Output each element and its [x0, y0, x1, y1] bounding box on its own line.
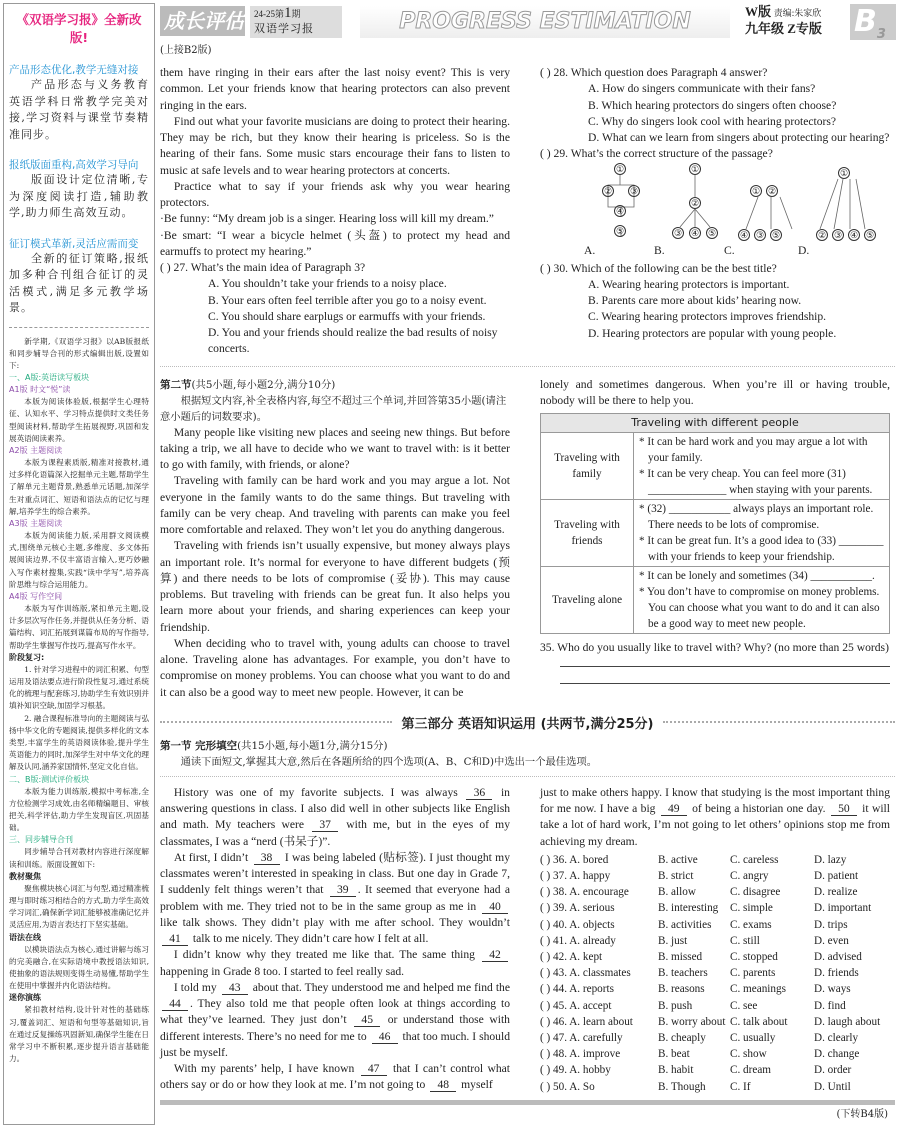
structure-node-3: ③ — [673, 227, 683, 238]
promo-text: 全新的征订策略,报纸加多种合刊组合征订的灵活模式,满足多元教学场景。 — [9, 251, 149, 314]
part3-sub — [160, 738, 895, 770]
option-b[interactable]: B. teachers — [658, 967, 708, 980]
option-row — [540, 917, 895, 933]
option-a[interactable]: ( ) 49. A. hobby — [540, 1064, 611, 1077]
option: D. What can we learn from singers about protecting our hearing? — [588, 131, 890, 144]
main-content — [160, 43, 895, 1095]
option-c[interactable]: C. still — [730, 934, 760, 947]
promo-text: 版面设计定位清晰,专为深度阅读打造,辅助教学,助力师生高效互动。 — [9, 173, 149, 219]
blank-49[interactable]: 49 — [661, 802, 687, 816]
structure-diagrams — [540, 163, 895, 261]
part1-section — [160, 65, 895, 358]
question-text: ( ) 27. What’s the main idea of Paragraph 3? — [160, 261, 366, 274]
a4-heading: A4版 写作空间 — [9, 591, 63, 601]
option-b[interactable]: B. strict — [658, 869, 694, 882]
option-c[interactable]: C. simple — [730, 902, 773, 915]
option-d[interactable]: D. ways — [814, 983, 851, 996]
structure-node-4: ④ — [615, 205, 625, 216]
question-text: ( ) 28. Which question does Paragraph 4 answer? — [540, 66, 768, 79]
option-c[interactable]: C. meanings — [730, 983, 786, 996]
sidebar-title: 《双语学习报》全新改版! — [16, 12, 142, 45]
paragraph: I told my 43 about that. They understood me and helped me find the 44 . They also told me that people often look at things according to what they’ve learned. They just don’t 45 or understand those with different interests. There’s no need for me to 46 that too much. I should just be myself. — [160, 980, 510, 1059]
option-b[interactable]: B. push — [658, 999, 693, 1012]
option-c[interactable]: C. careless — [730, 853, 779, 866]
a2-heading: A2版 主题阅读 — [9, 445, 63, 455]
paragraph: Find out what your favorite musicians are doing to protect their hearing. They may be rich, but they know their hearing is priceless. So is the hearing of their fans. Some music stars encourage their fans to listen to music at safe levels and to wear hearing protectors at concerts. — [160, 114, 510, 177]
structure-node-5: ⑤ — [615, 225, 625, 236]
blank-50[interactable]: 50 — [831, 802, 857, 816]
table-row — [541, 567, 890, 634]
part2-instructions: 根据短文内容,补全表格内容,每空不超过三个单词,并回答第35小题(请注意小题后的词数要求)。 — [160, 394, 507, 423]
question-35: 35. Who do you usually like to travel with? Why? (no more than 25 words) — [540, 641, 889, 654]
structure-node-2: ② — [603, 185, 613, 196]
option-a[interactable]: ( ) 45. A. accept — [540, 999, 612, 1012]
answer-line-1[interactable] — [560, 666, 890, 667]
promo-heading: 报纸版面重构,高效学习导向 — [9, 159, 139, 171]
option-label: A. — [584, 243, 596, 257]
option-label: C. — [724, 243, 735, 257]
row-content — [634, 433, 890, 500]
option: B. Your ears often feel terrible after you go to a noisy event. — [208, 293, 487, 307]
option-b[interactable]: B. allow — [658, 886, 696, 899]
paragraph: I didn’t know why they treated me like that. The same thing 42 happening in Grade 8 too. I started to feel really sad. — [160, 947, 510, 980]
blank-39[interactable]: 39 — [330, 883, 356, 897]
option: D. Hearing protectors are popular with young people. — [588, 326, 837, 340]
review-text-2: 2. 融合课程标准导向的主题阅读与弘扬中华文化的专题阅读,提供多样化的文本类型,丰富学生的英语阅读体验,提升学生英语能力的同时,加深学生对中华文化的理解及认同,涵养家国情怀,坚定文化自信。 — [9, 713, 149, 772]
structure-node-1: ① — [751, 185, 761, 196]
page-number-badge — [850, 4, 896, 40]
sidebar-promo — [3, 3, 155, 1125]
option-b[interactable]: B. just — [658, 934, 688, 947]
option-b[interactable]: B. active — [658, 853, 698, 866]
promo-block-1 — [9, 62, 149, 143]
paragraph: ·Be funny: “My dream job is a singer. Hearing loss will kill my dream.” — [160, 212, 494, 226]
option-a[interactable]: ( ) 38. A. encourage — [540, 886, 629, 899]
question-text: ( ) 30. Which of the following can be the best title? — [540, 261, 777, 275]
question-27 — [160, 260, 510, 358]
version-info — [745, 4, 822, 38]
option-d[interactable]: D. change — [814, 1048, 860, 1061]
option: D. You and your friends should realize the bad results of noisy concerts. — [208, 326, 498, 356]
option-d[interactable]: D. advised — [814, 950, 862, 963]
promo-block-3 — [9, 236, 149, 317]
table-row — [541, 433, 890, 500]
question-29 — [540, 146, 895, 260]
option-c[interactable]: C. If — [730, 1080, 751, 1093]
question-28 — [540, 65, 895, 146]
option-a[interactable]: ( ) 40. A. objects — [540, 918, 615, 931]
review-text-1: 1. 针对学习进程中的词汇积累、句型运用及语法要点进行阶段性复习,通过系统化的梳理与配套练习,协助学生有效识别并填补知识空缺,加固学习根基。 — [9, 664, 149, 711]
paragraph: With my parents’ help, I have known 47 that I can’t control what others say or do or how they look at me. I’m not going to 48 myself — [160, 1062, 510, 1092]
part3-header — [160, 713, 895, 732]
cloze-instructions: 通读下面短文,掌握其大意,然后在各题所给的四个选项(A、B、C和D)中选出一个最佳选项。 — [180, 755, 597, 768]
structure-node-3: ③ — [755, 229, 765, 240]
paragraph: them have ringing in their ears after the last noisy event? This is very common. Let your friends know that hearing protectors can also prevent ringing in the ears. — [160, 66, 510, 112]
paragraph: Practice what to say if your friends ask why you wear hearing protectors. — [160, 179, 510, 209]
option-row — [540, 933, 895, 949]
editor: 责编:朱家欣 — [773, 8, 822, 18]
part2-section — [160, 377, 895, 701]
cloze-options — [540, 852, 895, 1095]
row-item: * It can be hard work and you may argue a lot with your family. — [639, 436, 868, 464]
cloze-passage — [160, 785, 510, 1094]
divider — [160, 776, 895, 777]
option-b[interactable]: B. missed — [658, 950, 703, 963]
issue-year: 24-25第 — [254, 9, 284, 19]
paragraph: Many people like visiting new places and seeing new things. But before taking a trip, we all have to decide who we want to travel with: is it better to go with family, with friends, or alone? — [160, 425, 510, 471]
option-c[interactable]: C. angry — [730, 869, 769, 882]
issue-unit: 期 — [291, 9, 301, 19]
row-content — [634, 500, 890, 567]
option-row — [540, 852, 895, 868]
option-a[interactable]: ( ) 50. A. So — [540, 1080, 595, 1093]
section-c-heading: 三、同步辅导合刊 — [9, 835, 73, 845]
part3-title: 第三部分 英语知识运用 (共两节,满分25分) — [401, 716, 654, 732]
page-header — [160, 2, 898, 40]
paragraph: At first, I didn’t 38 I was being labeled (贴标签). I just thought my classmates weren’t interested in speaking in class. But one day in Grade 7, I suddenly felt things weren’t that 39 . It seemed that everyone had a problem with me. They tried not to be in the same group as me in 40 like talk shows. They didn’t play with me after school. They wouldn’t 41 talk to me nicely. They didn’t care how I felt at all. — [160, 850, 510, 945]
option: B. Which hearing protectors do singers often choose? — [588, 98, 837, 112]
structure-node-4: ④ — [739, 229, 749, 240]
option-row — [540, 965, 895, 981]
paragraph: Traveling with family can be hard work and you may argue a lot. Not everyone in the family wants to do the same things. But traveling with family can be very cheap. And traveling with parents can make you feel more comfortable and relaxed. They won’t let you do anything dangerous. — [160, 474, 510, 536]
c1-text: 聚焦模块核心词汇与句型,通过精准梳理与即时练习相结合的方式,助力学生高效学习词汇,确保新学词汇能够被准确记忆并灵活应用,为语言表达打下坚实基础。 — [9, 883, 149, 930]
option-row — [540, 949, 895, 965]
cloze-title: 第一节 完形填空 — [160, 739, 238, 752]
part2-passage — [160, 425, 510, 701]
option-c[interactable]: C. show — [730, 1048, 767, 1061]
cloze-section — [160, 785, 895, 1095]
travel-table — [540, 413, 890, 634]
option: A. Wearing hearing protectors is important. — [588, 277, 790, 291]
reading-passage-end — [160, 65, 510, 260]
issue-number: 1 — [284, 5, 292, 21]
a3-text: 本版为阅读能力版,采用群文阅读模式,围绕单元核心主题,多维度、多文体拓展阅读边界,不仅丰富语言输入,更巧妙融入写作素材搜集,实践“读中学写”,培养高阶思维与综合运用能力。 — [9, 530, 149, 589]
paragraph: just to make others happy. I know that studying is the most important thing for me now. I have a big 49 of being a historian one day. 50 it will take a lot of hard work, I’m not going to let others’ opinions stop me from achieving my dream. — [540, 785, 890, 848]
option-d[interactable]: D. even — [814, 934, 849, 947]
structure-node-2: ② — [817, 229, 827, 240]
c2-text: 以模块语法点为核心,通过讲解与练习的完美融合,在实际语境中教授语法知识,使抽象的语法规则变得生动易懂,帮助学生在使用中掌握并内化语法结构。 — [9, 944, 149, 991]
option-row — [540, 998, 895, 1014]
option-c[interactable]: C. talk about — [730, 1015, 788, 1028]
blank-43[interactable]: 43 — [222, 981, 248, 995]
option-d[interactable]: D. lazy — [814, 853, 847, 866]
blank-44[interactable]: 44 — [162, 997, 188, 1011]
structure-node-5: ⑤ — [707, 227, 717, 238]
paragraph: ·Be smart: “I wear a bicycle helmet (头盔) to protect my head and earmuffs to protect my hearing.” — [160, 228, 510, 258]
option-c[interactable]: C. parents — [730, 967, 776, 980]
structure-node-1: ① — [839, 167, 849, 178]
section-b-heading: 二、B版:测试评价板块 — [9, 774, 90, 784]
structure-node-3: ③ — [629, 185, 639, 196]
option: C. Why do singers look cool with hearing protectors? — [588, 114, 837, 128]
option-a[interactable]: ( ) 43. A. classmates — [540, 967, 631, 980]
option-b[interactable]: B. worry about — [658, 1015, 726, 1028]
a4-text: 本版为写作训练版,紧扣单元主题,设计多层次写作任务,并提供从任务分析、语篇结构、词汇拓展到谋篇布局的写作指导,帮助学生掌握写作技巧,提高写作水平。 — [9, 603, 149, 650]
option-row — [540, 868, 895, 884]
structure-node-1: ① — [690, 163, 700, 174]
blank-40[interactable]: 40 — [482, 900, 508, 914]
table-title: Traveling with different people — [541, 414, 890, 433]
option-d[interactable]: D. patient — [814, 869, 859, 882]
divider — [160, 366, 895, 367]
question-29-text: ( ) 29. What’s the correct structure of the passage? — [540, 147, 773, 161]
option-c[interactable]: C. dream — [730, 1064, 772, 1077]
structure-node-4: ④ — [849, 229, 859, 240]
a3-heading: A3版 主题阅读 — [9, 518, 63, 528]
blank-42[interactable]: 42 — [482, 948, 508, 962]
option-d[interactable]: D. Until — [814, 1080, 851, 1093]
option-a[interactable]: ( ) 39. A. serious — [540, 902, 615, 915]
option-a[interactable]: ( ) 48. A. improve — [540, 1048, 621, 1061]
option-c[interactable]: C. see — [730, 999, 758, 1012]
option-row — [540, 1014, 895, 1030]
option-b[interactable]: B. Though — [658, 1080, 706, 1093]
option-a[interactable]: ( ) 47. A. carefully — [540, 1031, 623, 1044]
blank-45[interactable]: 45 — [354, 1013, 380, 1027]
option-d[interactable]: D. realize — [814, 886, 858, 899]
option-row — [540, 1030, 895, 1046]
option-b[interactable]: B. beat — [658, 1048, 690, 1061]
review-heading: 阶段复习: — [9, 652, 45, 662]
option-row — [540, 1062, 895, 1078]
option-c[interactable]: C. exams — [730, 918, 772, 931]
structure-node-4: ④ — [690, 227, 700, 238]
footer-bar — [160, 1100, 895, 1105]
banner-title: PROGRESS ESTIMATION — [360, 6, 730, 38]
option-a[interactable]: ( ) 41. A. already — [540, 934, 616, 947]
option-a[interactable]: ( ) 44. A. reports — [540, 983, 614, 996]
grade-edition: 九年级 Z专版 — [745, 21, 822, 36]
row-label: Traveling with friends — [541, 500, 634, 567]
option-d[interactable]: D. trips — [814, 918, 848, 931]
blank-48[interactable]: 48 — [430, 1078, 456, 1092]
continued-to: (下转B4版) — [836, 1109, 888, 1120]
paragraph: History was one of my favorite subjects. I was always 36 in answering questions in class. I also did well in other subjects like English and math. My teachers were 37 with me, but in the eyes of my classmates, I was a “nerd (书呆子)”. — [160, 785, 510, 848]
c3-heading: 迷你演练 — [9, 993, 41, 1003]
option-a[interactable]: ( ) 42. A. kept — [540, 950, 603, 963]
option: C. You should share earplugs or earmuffs with your friends. — [208, 309, 486, 323]
blank-37[interactable]: 37 — [312, 818, 338, 832]
c1-heading: 教材聚焦 — [9, 871, 41, 881]
a2-text: 本版为课程素质版,精准对接教材,通过多样化语篇深入挖掘单元主题,帮助学生了解单元主题背景,熟悉单元话题,加深学生对重点词汇、短语和语法点的记忆与理解,培养学生的综合素养。 — [9, 457, 149, 516]
option-d[interactable]: D. find — [814, 999, 846, 1012]
option: A. You shouldn’t take your friends to a noisy place. — [208, 277, 447, 291]
option-b[interactable]: B. cheaply — [658, 1031, 706, 1044]
row-item: * It can be great fun. It’s a good idea to (33) ________ with your friends to keep your friendship. — [639, 535, 884, 563]
option-b[interactable]: B. interesting — [658, 902, 719, 915]
continued-from: (上接B2版) — [160, 45, 212, 56]
structure-node-2: ② — [690, 197, 700, 208]
b-text: 本版为能力训练版,模拟中考标准,全方位检测学习成效,由名师精编题目、审核把关,科学评估,助力学生发现盲区,巩固基础。 — [9, 786, 149, 833]
blank-46[interactable]: 46 — [372, 1030, 398, 1044]
structure-node-3: ③ — [833, 229, 843, 240]
issue-info — [250, 6, 342, 38]
option-label: D. — [798, 243, 810, 257]
option-b[interactable]: B. reasons — [658, 983, 705, 996]
option-c[interactable]: C. usually — [730, 1031, 776, 1044]
row-item: * It can be very cheap. You can feel more (31) ______________ when staying with your parents. — [639, 468, 873, 496]
row-item: * You don’t have to compromise on money problems. You can choose what you want to do and it can also be a good way to meet new people. — [639, 586, 880, 630]
intro-text: 新学期,《双语学习报》以AB版报纸和同步辅导合刊的形式编辑出版,设置如下: — [9, 336, 149, 370]
table-row — [541, 500, 890, 567]
version: W版 — [745, 4, 772, 19]
paragraph: Traveling with friends isn’t usually expensive, but money always plays an important role. It’s normal for everyone to have different budgets (预算) and there needs to be lots of compromise (妥协). This may cause problems. But traveling with friends can be great fun. It also helps you learn more about your friends, and sharing experiences can keep your friendship. — [160, 539, 510, 634]
part2-title: 第二节 — [160, 378, 192, 391]
structure-node-1: ① — [615, 163, 625, 174]
row-label: Traveling with family — [541, 433, 634, 500]
option-row — [540, 884, 895, 900]
option-d[interactable]: D. important — [814, 902, 872, 915]
option-b[interactable]: B. activities — [658, 918, 712, 931]
option-b[interactable]: B. habit — [658, 1064, 694, 1077]
page-letter: B — [854, 4, 877, 39]
option-a[interactable]: ( ) 36. A. bored — [540, 853, 609, 866]
option-a[interactable]: ( ) 37. A. happy — [540, 869, 611, 882]
option-d[interactable]: D. order — [814, 1064, 852, 1077]
option-c[interactable]: C. stopped — [730, 950, 778, 963]
row-content — [634, 567, 890, 634]
cloze-passage-cont — [540, 785, 890, 850]
row-item: * (32) ___________ always plays an important role. There needs to be lots of compromise. — [639, 503, 874, 531]
option: A. How do singers communicate with their fans? — [588, 82, 816, 96]
option-d[interactable]: D. friends — [814, 967, 859, 980]
promo-block-2 — [9, 157, 149, 222]
c-text: 同步辅导合刊对教材内容进行深度解读和训练。版面设置如下: — [9, 847, 149, 869]
structure-node-5: ⑤ — [865, 229, 875, 240]
option-row — [540, 981, 895, 997]
answer-line-2[interactable] — [560, 683, 890, 684]
blank-47[interactable]: 47 — [361, 1062, 387, 1076]
blank-36[interactable]: 36 — [466, 786, 492, 800]
c3-text: 紧扣教材结构,设计针对性的基础练习,覆盖词汇、短语和句型等基础知识,旨在通过反复操练巩固新知,确保学生能在日常学习中不断积累,逐步提升语言基础能力。 — [9, 1005, 149, 1064]
part2-passage-cont: lonely and sometimes dangerous. When you’re ill or having trouble, nobody will be there to help you. — [540, 377, 890, 407]
question-30 — [540, 261, 895, 342]
option: B. Parents care more about kids’ hearing now. — [588, 294, 802, 307]
row-item: * It can be lonely and sometimes (34) ___________. — [639, 570, 875, 582]
option-c[interactable]: C. disagree — [730, 886, 781, 899]
blank-41[interactable]: 41 — [162, 932, 188, 946]
section-a-heading: 一、A版:英语读写板块 — [9, 373, 90, 383]
paper-name: 双语学习报 — [254, 23, 314, 35]
option-row — [540, 900, 895, 916]
a1-text: 本版为阅读体验版,根据学生心理特征、认知水平、学习特点提供时文类任务型阅读材料,帮助学生拓展视野,巩固和发展英语阅读素养。 — [9, 397, 149, 443]
option-label: B. — [654, 243, 665, 257]
option-d[interactable]: D. laugh about — [814, 1015, 881, 1028]
cloze-note: (共15小题,每小题1分,满分15分) — [237, 739, 388, 752]
section-logo: 成长评估 — [160, 6, 245, 36]
structure-node-2: ② — [767, 185, 777, 196]
promo-heading: 产品形态优化,教学无缝对接 — [9, 64, 139, 76]
option-row — [540, 1079, 895, 1095]
option-row — [540, 1046, 895, 1062]
page-digit: 3 — [876, 27, 886, 42]
c2-heading: 语法在线 — [9, 932, 41, 942]
option-d[interactable]: D. clearly — [814, 1031, 859, 1044]
a1-heading: A1版 时文“悦”读 — [9, 385, 71, 395]
promo-heading: 征订模式革新,灵活应需而变 — [9, 237, 139, 250]
option-a[interactable]: ( ) 46. A. learn about — [540, 1015, 633, 1028]
blank-38[interactable]: 38 — [254, 851, 280, 865]
paragraph: When deciding who to travel with, young adults can choose to travel alone. Traveling alone has advantages. For example, you don’t have to compromise on money problems. You can choose what you want to do and it can also be a good way to meet new people. However, it can be — [160, 636, 510, 699]
option: C. Wearing hearing protectors improves friendship. — [588, 310, 827, 324]
promo-text: 产品形态与义务教育英语学科日常教学完美对接,学习资料与课堂节奏精准同步。 — [9, 78, 149, 141]
row-label: Traveling alone — [541, 567, 634, 634]
structure-node-5: ⑤ — [771, 229, 781, 240]
part2-note: (共5小题,每小题2分,满分10分) — [191, 378, 336, 391]
